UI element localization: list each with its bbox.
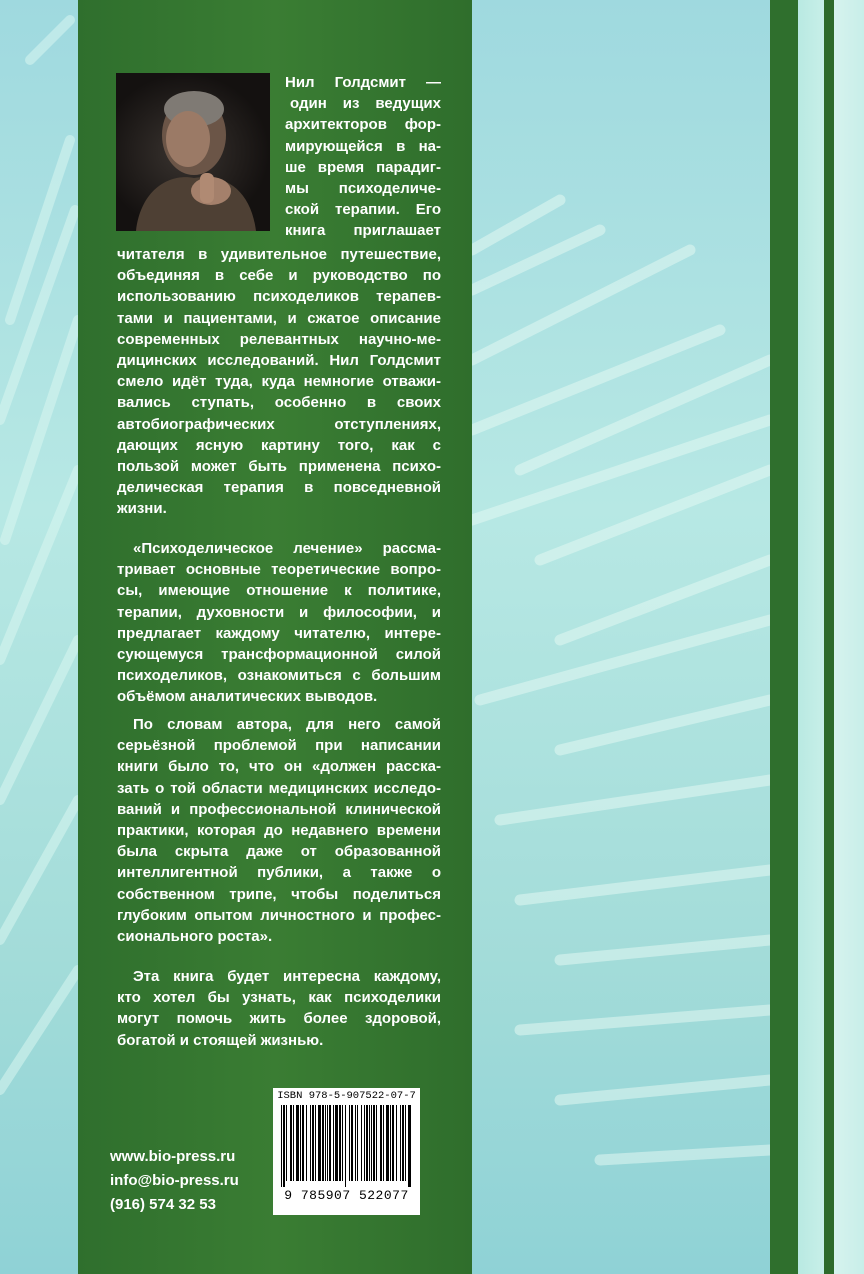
- isbn-barcode: [273, 1088, 420, 1215]
- intro-line: ше время парадиг-: [285, 158, 441, 176]
- body-line: книги было то, что он «должен расска-: [117, 758, 441, 776]
- body-line: сы, имеющие отношение к политике,: [117, 582, 441, 600]
- body-line: серьёзной проблемой при написании: [117, 737, 441, 755]
- body-line: автобиографических отступлениях,: [117, 415, 441, 433]
- body-line: объединяя в себе и руководство по: [117, 267, 441, 285]
- body-line: интеллигентной публики, а также о: [117, 864, 441, 882]
- body-line: предлагает каждому читателю, интере-: [117, 624, 441, 642]
- spine-stripe-dark: [770, 0, 798, 1274]
- body-line: практики, которая до недавнего времени: [117, 822, 441, 840]
- email-link[interactable]: info@bio-press.ru: [110, 1172, 239, 1189]
- body-line: «Психоделическое лечение» рассма-: [133, 540, 441, 557]
- body-line: современных релевантных научно-ме-: [117, 330, 441, 348]
- body-line: объёмом аналитических выводов.: [117, 688, 378, 706]
- intro-line: архитекторов фор-: [285, 116, 441, 134]
- website-link[interactable]: www.bio-press.ru: [110, 1148, 236, 1165]
- body-line: была скрыта даже от образованной: [117, 843, 441, 861]
- body-line: ваний и профессиональной клинической: [117, 800, 441, 818]
- spine-stripe-light: [798, 0, 824, 1274]
- body-line: богатой и стоящей жизнью.: [117, 1031, 324, 1049]
- body-line: использованию психоделиков терапев-: [117, 288, 441, 306]
- body-line: смело идёт туда, куда немногие отважи-: [117, 373, 441, 391]
- body-line: По словам автора, для него самой: [133, 716, 441, 733]
- author-photo: [116, 73, 270, 231]
- body-line: психоделиков, ознакомиться с большим: [117, 667, 441, 685]
- cover-edge: [834, 0, 864, 1274]
- intro-line: один из ведущих: [290, 95, 441, 113]
- paragraph-3: [117, 714, 441, 947]
- body-line: собственном трипе, чтобы поделиться: [117, 885, 441, 903]
- body-line: дицинских исследований. Нил Голдсмит: [117, 352, 441, 370]
- body-line: читателя в удивительное путешествие,: [117, 246, 441, 263]
- body-line: вались ступать, особенно в своих: [117, 394, 441, 412]
- publisher-contacts: [110, 1145, 239, 1217]
- intro-line: Нил Голдсмит —: [285, 74, 441, 91]
- paragraph-1-continued: [117, 244, 441, 520]
- phone-number: (916) 574 32 53: [110, 1196, 216, 1213]
- spine-stripe-dark-narrow: [824, 0, 834, 1274]
- paragraph-2: [117, 538, 441, 708]
- intro-line: книга приглашает: [285, 222, 441, 240]
- body-line: жизни.: [117, 500, 167, 518]
- body-line: пользой может быть применена психо-: [117, 458, 441, 476]
- isbn-label: ISBN 978-5-907522-07-7: [277, 1090, 416, 1102]
- intro-line: мы психоделиче-: [285, 180, 441, 198]
- body-line: Эта книга будет интересна каждому,: [133, 968, 441, 985]
- body-line: сионального роста».: [117, 928, 273, 946]
- body-line: глубоким опытом личностного и профес-: [117, 906, 441, 924]
- intro-line: ской терапии. Его: [285, 201, 441, 219]
- body-line: тривает основные теоретические вопро-: [117, 561, 441, 579]
- isbn-digits: 9 785907 522077: [284, 1188, 409, 1203]
- body-line: делическая терапия в повседневной: [117, 479, 441, 497]
- body-line: могут помочь жить более здоровой,: [117, 1010, 441, 1028]
- body-line: дающих ясную картину того, как с: [117, 436, 441, 454]
- body-line: зать о той области медицинских исследо-: [117, 779, 441, 797]
- body-line: тами и пациентами, и сжатое описание: [117, 309, 441, 327]
- body-line: сующемуся трансформационной силой: [117, 646, 441, 664]
- body-line: терапии, духовности и философии, и: [117, 603, 441, 621]
- intro-line: мирующейся в на-: [285, 137, 441, 155]
- body-line: кто хотел бы узнать, как психоделики: [117, 989, 441, 1007]
- paragraph-4: [117, 966, 441, 1051]
- barcode-bars: [281, 1105, 412, 1187]
- intro-paragraph-beside-photo: [285, 72, 441, 242]
